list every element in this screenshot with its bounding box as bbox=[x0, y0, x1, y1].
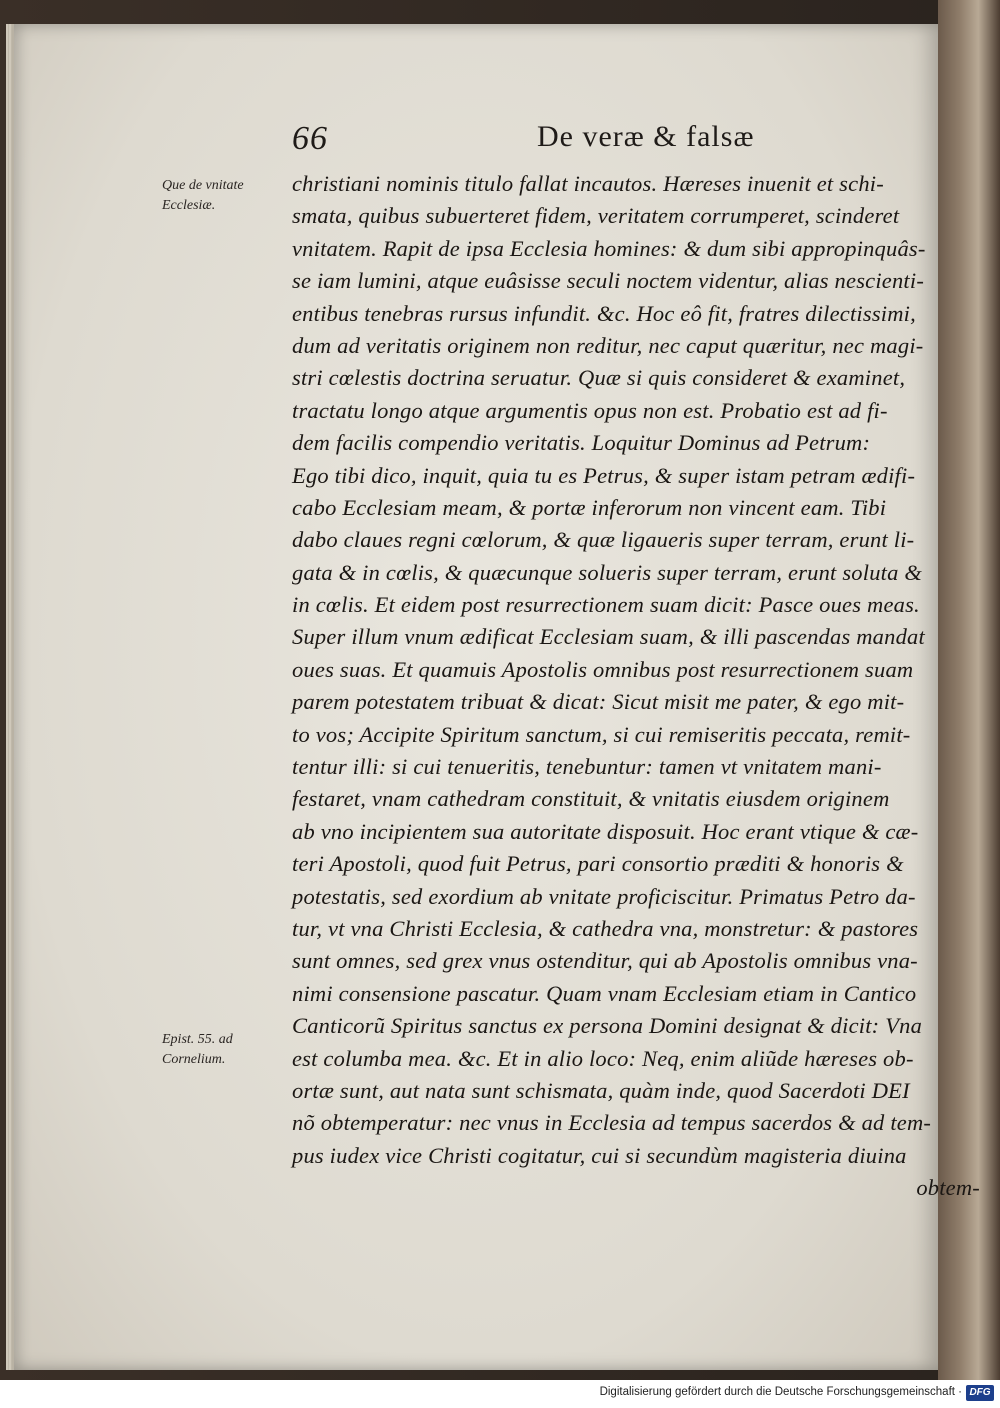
text-line: gata & in cœlis, & quæcunque solueris super terram, erunt soluta & bbox=[292, 559, 923, 585]
text-line: parem potestatem tribuat & dicat: Sicut misit me pater, & ego mit- bbox=[292, 689, 905, 715]
text-line: dem facilis compendio veritatis. Loquitur Dominus ad Petrum: bbox=[292, 430, 871, 456]
margin-note-line: Ecclesiæ. bbox=[162, 198, 216, 213]
text-line: Canticorũ Spiritus sanctus ex persona Domini designat & dicit: Vna bbox=[292, 1013, 923, 1039]
text-line: obtem- bbox=[916, 1175, 980, 1201]
text-line: entibus tenebras rursus infundit. &c. Hoc eô fit, fratres dilectissimi, bbox=[292, 300, 916, 326]
margin-note-line: Epist. 55. ad bbox=[162, 1032, 233, 1047]
margin-note-epistle bbox=[162, 1030, 233, 1070]
text-line: christiani nominis titulo fallat incautos. Hæreses inuenit et schi- bbox=[292, 171, 884, 196]
text-line: tur, vt vna Christi Ecclesia, & cathedra vna, monstretur: & pastores bbox=[292, 915, 919, 941]
text-line: oues suas. Et quamuis Apostolis omnibus post resurrectionem suam bbox=[292, 656, 914, 682]
text-line: vnitatem. Rapit de ipsa Ecclesia homines: & dum sibi appropinquâs- bbox=[292, 235, 926, 261]
page-header bbox=[292, 120, 812, 160]
text-line: tractatu longo atque argumentis opus non est. Probatio est ad fi- bbox=[292, 397, 888, 423]
footer-bar bbox=[0, 1380, 1000, 1408]
text-line: Ego tibi dico, inquit, quia tu es Petrus, & super istam petram ædifi- bbox=[292, 462, 916, 488]
text-line: est columba mea. &c. Et in alio loco: Neq, enim aliũde hæreses ob- bbox=[292, 1045, 914, 1071]
text-line: nõ obtemperatur: nec vnus in Ecclesia ad tempus sacerdos & ad tem- bbox=[292, 1110, 932, 1136]
margin-note-unitate bbox=[162, 176, 244, 216]
funding-notice: Digitalisierung gefördert durch die Deutsche Forschungsgemeinschaft · bbox=[599, 1386, 962, 1398]
text-line: teri Apostoli, quod fuit Petrus, pari consortio præditi & honoris & bbox=[292, 851, 904, 877]
page-number: 66 bbox=[292, 120, 328, 157]
text-line: smata, quibus subuerteret fidem, veritatem corrumperet, scinderet bbox=[292, 203, 900, 229]
text-line: dum ad veritatis originem non reditur, nec caput quæritur, nec magi- bbox=[292, 332, 924, 358]
running-title: De veræ & falsæ bbox=[537, 120, 755, 153]
text-line: ab vno incipientem sua autoritate disposuit. Hoc erant vtique & cæ- bbox=[292, 818, 919, 844]
text-line: potestatis, sed exordium ab vnitate proficiscitur. Primatus Petro da- bbox=[292, 883, 916, 909]
text-line: tentur illi: si cui tenueritis, tenebuntur: tamen vt vnitatem mani- bbox=[292, 754, 882, 780]
text-line: Super illum vnum ædificat Ecclesiam suam, & illi pascendas mandat bbox=[292, 624, 925, 650]
text-line: stri cœlestis doctrina seruatur. Quæ si quis consideret & examinet, bbox=[292, 365, 906, 391]
text-line: dabo claues regni cœlorum, & quæ ligaueris super terram, erunt li- bbox=[292, 527, 915, 553]
text-line: pus iudex vice Christi cogitatur, cui si secundùm magisteria diuina bbox=[292, 1142, 907, 1168]
body-text bbox=[292, 168, 988, 1205]
text-line: nimi consensione pascatur. Quam vnam Ecclesiam etiam in Cantico bbox=[292, 980, 917, 1006]
text-line: se iam lumini, atque euâsisse seculi noctem videntur, alias nescienti- bbox=[292, 268, 925, 294]
text-line: festaret, vnam cathedram constituit, & vnitatis eiusdem originem bbox=[292, 786, 890, 812]
text-line: cabo Ecclesiam meam, & portæ inferorum non vincent eam. Tibi bbox=[292, 494, 887, 520]
text-line: ortæ sunt, aut nata sunt schismata, quàm inde, quod Sacerdoti DEI bbox=[292, 1077, 910, 1103]
text-line: to vos; Accipite Spiritum sanctum, si cui remiseritis peccata, remit- bbox=[292, 721, 911, 747]
text-line: sunt omnes, sed grex vnus ostenditur, qui ab Apostolis omnibus vna- bbox=[292, 948, 918, 974]
text-line: in cœlis. Et eidem post resurrectionem suam dicit: Pasce oues meas. bbox=[292, 592, 920, 618]
margin-note-line: Que de vnitate bbox=[162, 178, 244, 193]
dfg-logo: DFG bbox=[966, 1385, 994, 1401]
margin-note-line: Cornelium. bbox=[162, 1052, 226, 1067]
